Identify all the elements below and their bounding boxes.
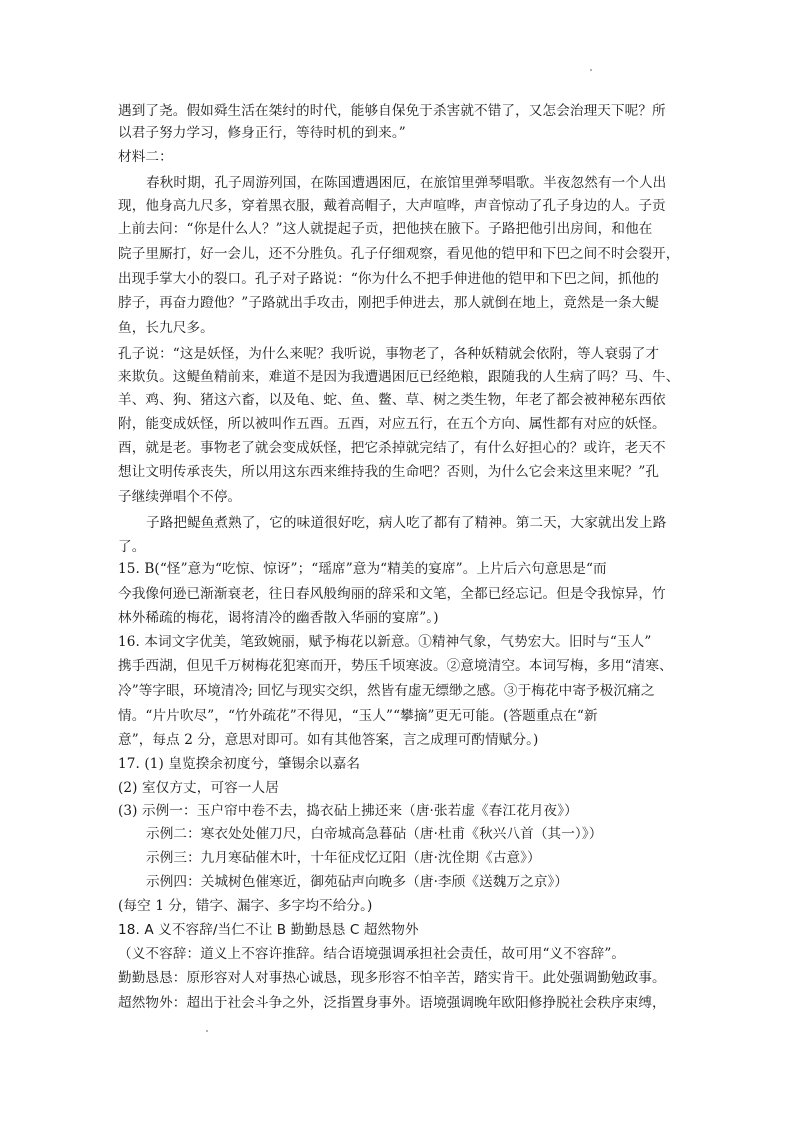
text-line: 附，能变成妖怪，所以被叫作五酉。五酉，对应五行，在五个方向、属性都有对应的妖怪。 (118, 416, 666, 432)
text-line: 携手西湖，但见千万树梅花犯寒而开，势压千顷寒波。②意境清空。本词写梅，多用“清寒、 (118, 658, 673, 674)
text-line: 以君子努力学习，修身正行，等待时机的到来。” (118, 125, 406, 141)
text-line: 鱼，长九尺多。 (118, 320, 214, 336)
text-line: 林外稀疏的梅花，谒将清冷的幽香散入华丽的宴席”。) (118, 610, 439, 626)
section-heading: 材料二： (118, 149, 173, 165)
text-line: 春秋时期，孔子周游列国，在陈国遭遇困厄，在旅馆里弹琴唱歌。半夜忽然有一个人出 (146, 175, 667, 191)
text-line: 今我像何逊已渐渐衰老，往日春风般绚丽的辞采和文笔，全都已经忘记。但是令我惊异，竹 (118, 586, 666, 602)
answer-16: 16. 本词文字优美，笔致婉丽，赋予梅花以新意。①精神气象，气势宏大。旧时与“玉人” (118, 634, 652, 650)
answer-17: 17. (1) 皇览揆余初度兮，肇锡余以嘉名 (118, 756, 361, 772)
text-line: 想让文明传承丧失，所以用这东西来维持我的生命吧？否则，为什么它会来这里来呢？”孔 (118, 464, 660, 480)
text-line: 勤勤恳恳：原形容对人对事热心诚恳，现多形容不怕辛苦，踏实肯干。此处强调勤勉政事。 (118, 970, 666, 986)
answer-18: 18. A 义不容辞/当仁不让 B 勤勤恳恳 C 超然物外 (118, 922, 419, 938)
text-line: 脖子，再奋力蹬他？”子路就出手攻击，刚把手伸进去，那人就倒在地上，竟然是一条大鳀 (118, 295, 660, 311)
text-line: (3) 示例一：玉户帘中卷不去，捣衣砧上拂还来（唐·张若虚《春江花月夜》） (118, 803, 578, 819)
text-line: 示例三：九月寒砧催木叶，十年征戍忆辽阳（唐·沈佺期《古意》） (146, 850, 541, 866)
text-line: 情。“片片吹尽”，“竹外疏花”不得见，“玉人”“攀摘”更无可能。(答题重点在“新 (118, 708, 598, 724)
text-line: 孔子说：“这是妖怪，为什么来呢？我听说，事物老了，各种妖精就会依附，等人衰弱了才 (118, 346, 660, 362)
text-line: 子路把鳀鱼煮熟了，它的味道很好吃，病人吃了都有了精神。第二天，大家就出发上路 (146, 515, 667, 531)
text-line: 超然物外：超出于社会斗争之外，泛指置身事外。语境强调晚年欧阳修挣脱社会秩序束缚， (118, 995, 666, 1011)
text-line: 示例四：关城树色催寒近，御苑砧声向晚多（唐·李颀《送魏万之京》） (146, 874, 569, 890)
text-line: 上前去问：“你是什么人？”这人就提起子贡，把他挟在腋下。子路把他引出房间，和他在 (118, 221, 653, 237)
scan-speck (590, 69, 592, 71)
text-line: 了。 (118, 539, 146, 555)
text-line: 院子里厮打，好一会儿，还不分胜负。孔子仔细观察，看见他的铠甲和下巴之间不时会裂开， (118, 246, 680, 262)
answer-15: 15. B(“怪”意为“吃惊、惊讶”；“瑶席”意为“精美的宴席”。上片后六句意思是“而 (118, 561, 607, 577)
text-line: 羊、鸡、狗、猪这六畜，以及龟、蛇、鱼、鳖、草、树之类生物，年老了都会被神秘东西依 (118, 392, 666, 408)
text-line: 遇到了尧。假如舜生活在桀纣的时代，能够自保免于杀害就不错了，又怎会治理天下呢？所 (118, 103, 666, 119)
text-line: 出现手掌大小的裂口。孔子对子路说：“你为什么不把手伸进他的铠甲和下巴之间，抓他的 (118, 271, 660, 287)
text-line: 酉，就是老。事物老了就会变成妖怪，把它杀掉就完结了，有什么好担心的？或许，老天不 (118, 440, 666, 456)
scan-speck (206, 1030, 208, 1032)
text-line: 现，他身高九尺多，穿着黑衣服，戴着高帽子，大声喧哗，声音惊动了孔子身边的人。子贡 (118, 198, 666, 214)
text-line: 意”，每点 2 分，意思对即可。如有其他答案，言之成理可酌情赋分。) (118, 732, 539, 748)
text-line: 子继续弹唱个不停。 (118, 489, 242, 505)
text-line: (2) 室仅方丈，可容一人居 (118, 780, 279, 796)
text-line: （义不容辞：道义上不容许推辞。结合语境强调承担社会责任，故可用“义不容辞”。 (118, 946, 626, 962)
text-line: 示例二：寒衣处处催刀尺，白帝城高急暮砧（唐·杜甫《秋兴八首（其一）》） (146, 826, 603, 842)
text-line: 冷”等字眼，环境清冷; 回忆与现实交织，然皆有虚无缥缈之感。③于梅花中寄予极沉痛之 (118, 683, 655, 699)
text-line: 来欺负。这鳀鱼精前来，难道不是因为我遭遇困厄已经绝粮，跟随我的人生病了吗？马、牛、 (118, 369, 680, 385)
text-line: (每空 1 分，错字、漏字、多字均不给分。) (118, 898, 373, 914)
